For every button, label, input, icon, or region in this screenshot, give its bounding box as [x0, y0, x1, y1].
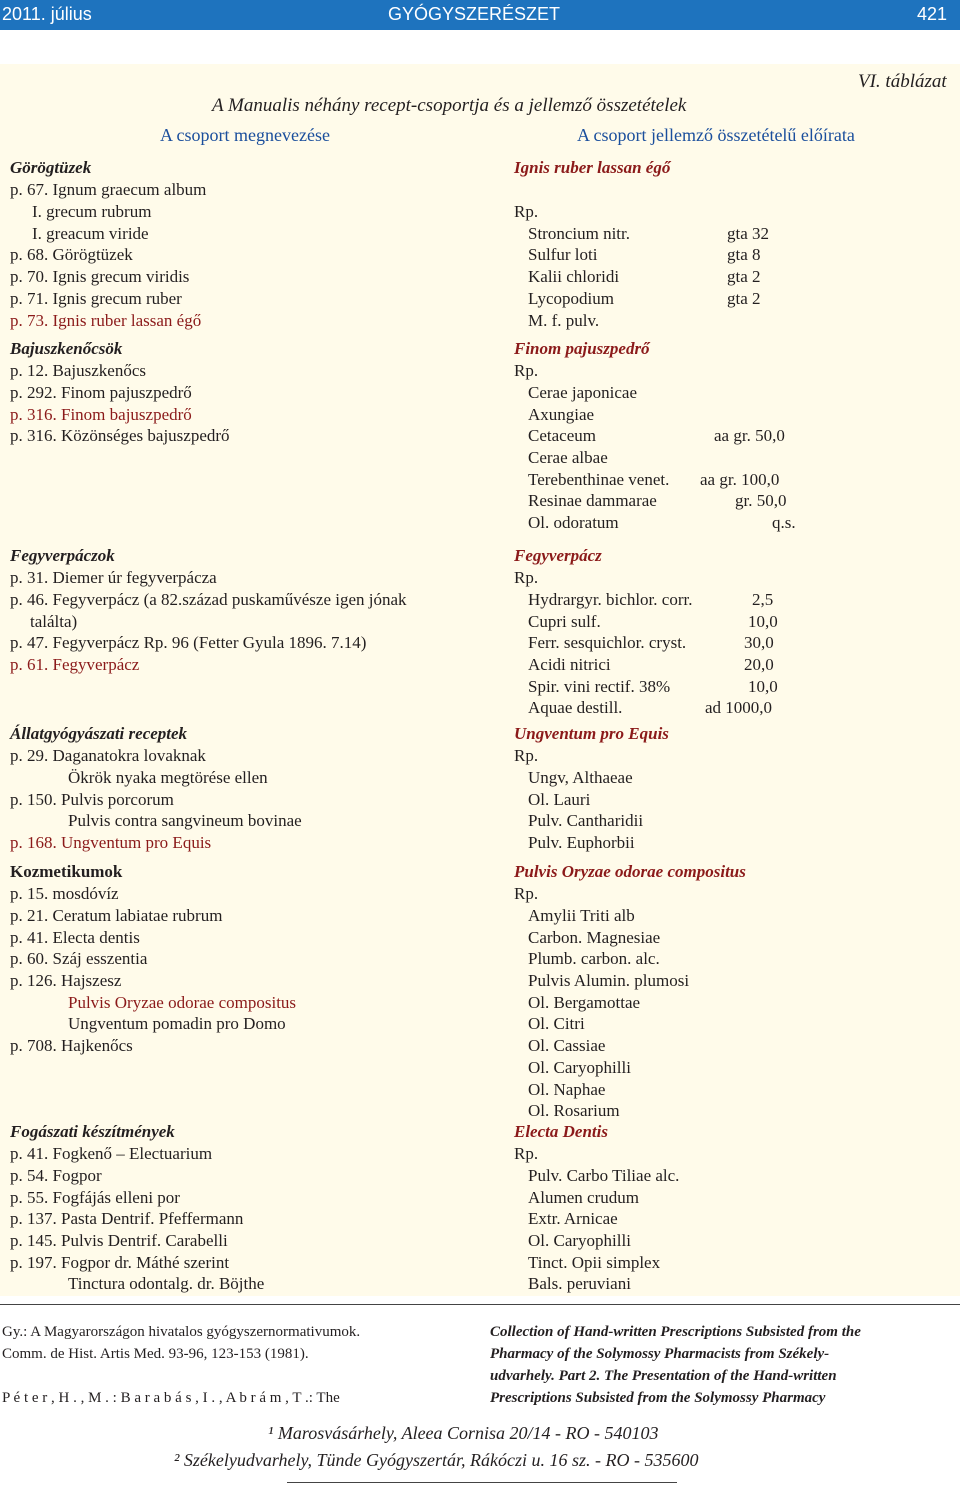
ingredient-name: Ol. Citri [528, 1014, 585, 1033]
ingredient-name: Ol. Bergamottae [528, 993, 641, 1012]
ingredient-quantity: ad 1000,0 [705, 698, 773, 717]
ingredient-name: Cerae japonicae [528, 383, 638, 402]
footer-right-line: Collection of Hand-written Prescriptions Subsisted from the [490, 1324, 861, 1340]
recipe-entry: I. grecum rubrum [32, 202, 152, 221]
recipe-entry: p. 55. Fogfájás elleni por [10, 1188, 180, 1207]
group-heading: Állatgyógyászati receptek [10, 724, 188, 743]
bottom-rule [287, 1482, 677, 1483]
ingredient-name: Amylii Triti alb [528, 906, 635, 925]
ingredient-quantity: gta 8 [727, 245, 761, 264]
ingredient-name: Carbon. Magnesiae [528, 928, 661, 947]
recipe-entry: Tinctura odontalg. dr. Böjthe [68, 1274, 265, 1293]
recipe-entry: p. 68. Görögtüzek [10, 245, 133, 264]
recipe-entry: p. 126. Hajszesz [10, 971, 122, 990]
footer-right [490, 1321, 861, 1409]
recipe-entry: p. 12. Bajuszkenőcs [10, 361, 146, 380]
recipe-entry: p. 60. Száj esszentia [10, 949, 148, 968]
ingredient-name: Ol. Naphae [528, 1080, 606, 1099]
ingredient-name: Aquae destill. [528, 698, 623, 717]
ingredient-quantity: q.s. [772, 513, 796, 532]
header-journal: GYÓGYSZERÉSZET [388, 4, 561, 24]
ingredient-name: Pulv. Cantharidii [528, 811, 644, 830]
page-header [0, 0, 960, 30]
group-heading: Görögtüzek [10, 158, 92, 177]
group-heading: Bajuszkenőcsök [10, 339, 123, 358]
recipe-entry: p. 145. Pulvis Dentrif. Carabelli [10, 1231, 228, 1250]
recipe-entry: p. 197. Fogpor dr. Máthé szerint [10, 1253, 230, 1272]
prescription-heading: Ignis ruber lassan égő [514, 158, 671, 177]
rp-marker: Rp. [514, 884, 539, 903]
ingredient-quantity: aa gr. 100,0 [700, 470, 780, 489]
ingredient-name: Spir. vini rectif. 38% [528, 677, 671, 696]
ingredient-quantity: 10,0 [748, 612, 778, 631]
footer-left [2, 1321, 360, 1409]
recipe-entry: p. 15. mosdóvíz [10, 884, 119, 903]
recipe-entry: p. 708. Hajkenőcs [10, 1036, 133, 1055]
ingredient-name: Extr. Arnicae [528, 1209, 618, 1228]
ingredient-name: Pulv. Euphorbii [528, 833, 635, 852]
ingredient-name: Axungiae [528, 405, 595, 424]
footer-left-line: Comm. de Hist. Artis Med. 93-96, 123-153 (1981). [2, 1346, 309, 1362]
ingredient-name: M. f. pulv. [528, 311, 600, 330]
ingredient-name: Pulvis Alumin. plumosi [528, 971, 690, 990]
recipe-entry: p. 71. Ignis grecum ruber [10, 289, 182, 308]
rp-marker: Rp. [514, 1144, 539, 1163]
ingredient-quantity: aa gr. 50,0 [714, 426, 785, 445]
recipe-entry: p. 316. Közönséges bajuszpedrő [10, 426, 230, 445]
ingredient-name: Tinct. Opii simplex [528, 1253, 661, 1272]
rp-marker: Rp. [514, 746, 539, 765]
ingredient-name: Pulv. Carbo Tiliae alc. [528, 1166, 680, 1185]
column-header-left: A csoport megnevezése [160, 125, 330, 145]
ingredient-name: Cetaceum [528, 426, 596, 445]
prescription-heading: Finom pajuszpedrő [514, 339, 650, 358]
ingredient-name: Lycopodium [528, 289, 614, 308]
footer-address-2: ² Székelyudvarhely, Tünde Gyógyszertár, Rákóczi u. 16 sz. - RO - 535600 [174, 1450, 699, 1470]
table-label: VI. táblázat [858, 71, 947, 92]
recipe-entry: I. greacum viride [32, 224, 149, 243]
recipe-entry: p. 67. Ignum graecum album [10, 180, 207, 199]
table-panel [0, 64, 960, 1296]
recipe-entry: p. 47. Fegyverpácz Rp. 96 (Fetter Gyula 1896. 7.14) [10, 633, 367, 652]
footer-rule [0, 1304, 960, 1305]
footer-left-line: P é t e r , H . , M . : B a r a b á s , I . , A b r á m , T .: The [2, 1390, 340, 1406]
rp-marker: Rp. [514, 361, 539, 380]
recipe-entry: p. 137. Pasta Dentrif. Pfeffermann [10, 1209, 244, 1228]
recipe-entry: p. 31. Diemer úr fegyverpácza [10, 568, 217, 587]
recipe-entry: p. 54. Fogpor [10, 1166, 102, 1185]
ingredient-name: Stroncium nitr. [528, 224, 630, 243]
recipe-entry: találta) [30, 612, 78, 631]
recipe-entry: Ökrök nyaka megtörése ellen [68, 768, 268, 787]
ingredient-quantity: gta 2 [727, 289, 761, 308]
recipe-entry: p. 41. Fogkenő – Electuarium [10, 1144, 213, 1163]
ingredient-quantity: gta 2 [727, 267, 761, 286]
recipe-entry: Pulvis Oryzae odorae compositus [68, 993, 297, 1012]
recipe-entry: p. 61. Fegyverpácz [10, 655, 140, 674]
prescription-heading: Fegyverpácz [514, 546, 602, 565]
recipe-entry: p. 29. Daganatokra lovaknak [10, 746, 206, 765]
ingredient-name: Ol. Lauri [528, 790, 591, 809]
footer-right-line: Prescriptions Subsisted from the Solymossy Pharmacy [490, 1390, 826, 1406]
ingredient-name: Terebenthinae venet. [528, 470, 670, 489]
footer-right-line: udvarhely. Part 2. The Presentation of the Hand-written [490, 1368, 837, 1384]
ingredient-name: Alumen crudum [528, 1188, 639, 1207]
ingredient-quantity: gta 32 [727, 224, 770, 243]
ingredient-name: Plumb. carbon. alc. [528, 949, 660, 968]
ingredient-name: Ol. Caryophilli [528, 1231, 631, 1250]
recipe-entry: Pulvis contra sangvineum bovinae [68, 811, 302, 830]
ingredient-name: Cupri sulf. [528, 612, 601, 631]
ingredient-name: Kalii chloridi [528, 267, 620, 286]
ingredient-name: Resinae dammarae [528, 491, 657, 510]
recipe-entry: Ungventum pomadin pro Domo [68, 1014, 286, 1033]
header-page-number: 421 [917, 4, 948, 24]
recipe-entry: p. 168. Ungventum pro Equis [10, 833, 212, 852]
recipe-entry: p. 316. Finom bajuszpedrő [10, 405, 192, 424]
ingredient-name: Ol. Rosarium [528, 1101, 620, 1120]
recipe-entry: p. 73. Ignis ruber lassan égő [10, 311, 202, 330]
ingredient-name: Sulfur loti [528, 245, 598, 264]
ingredient-name: Acidi nitrici [528, 655, 611, 674]
recipe-entry: p. 46. Fegyverpácz (a 82.század puskaművésze igen jónak [10, 590, 407, 609]
ingredient-quantity: 30,0 [744, 633, 774, 652]
ingredient-name: Ol. Cassiae [528, 1036, 606, 1055]
ingredient-name: Ungv, Althaeae [528, 768, 633, 787]
rp-marker: Rp. [514, 202, 539, 221]
group-heading: Fogászati készítmények [10, 1122, 175, 1141]
ingredient-name: Ferr. sesquichlor. cryst. [528, 633, 687, 652]
recipe-entry: p. 292. Finom pajuszpedrő [10, 383, 192, 402]
footer-address-1: ¹ Marosvásárhely, Aleea Cornisa 20/14 - RO - 540103 [268, 1423, 659, 1443]
ingredient-quantity: 2,5 [752, 590, 774, 609]
recipe-entry: p. 41. Electa dentis [10, 928, 140, 947]
recipe-entry: p. 150. Pulvis porcorum [10, 790, 174, 809]
recipe-entry: p. 21. Ceratum labiatae rubrum [10, 906, 223, 925]
ingredient-quantity: gr. 50,0 [735, 491, 787, 510]
ingredient-quantity: 20,0 [744, 655, 774, 674]
prescription-heading: Ungventum pro Equis [514, 724, 669, 743]
column-header-right: A csoport jellemző összetételű előírata [577, 125, 855, 145]
header-date: 2011. július [2, 4, 92, 24]
ingredient-name: Ol. Caryophilli [528, 1058, 631, 1077]
prescription-heading: Electa Dentis [514, 1122, 608, 1141]
ingredient-quantity: 10,0 [748, 677, 778, 696]
table-title: A Manualis néhány recept-csoportja és a jellemző összetételek [212, 95, 687, 116]
ingredient-name: Hydrargyr. bichlor. corr. [528, 590, 693, 609]
recipe-entry: p. 70. Ignis grecum viridis [10, 267, 190, 286]
ingredient-name: Cerae albae [528, 448, 608, 467]
ingredient-name: Ol. odoratum [528, 513, 619, 532]
footer-right-line: Pharmacy of the Solymossy Pharmacists from Székely- [490, 1346, 830, 1362]
group-heading: Kozmetikumok [10, 862, 123, 881]
group-heading: Fegyverpáczok [10, 546, 115, 565]
prescription-heading: Pulvis Oryzae odorae compositus [514, 862, 746, 881]
rp-marker: Rp. [514, 568, 539, 587]
ingredient-name: Bals. peruviani [528, 1274, 631, 1293]
footer-left-line: Gy.: A Magyarországon hivatalos gyógyszernormativumok. [2, 1324, 361, 1340]
